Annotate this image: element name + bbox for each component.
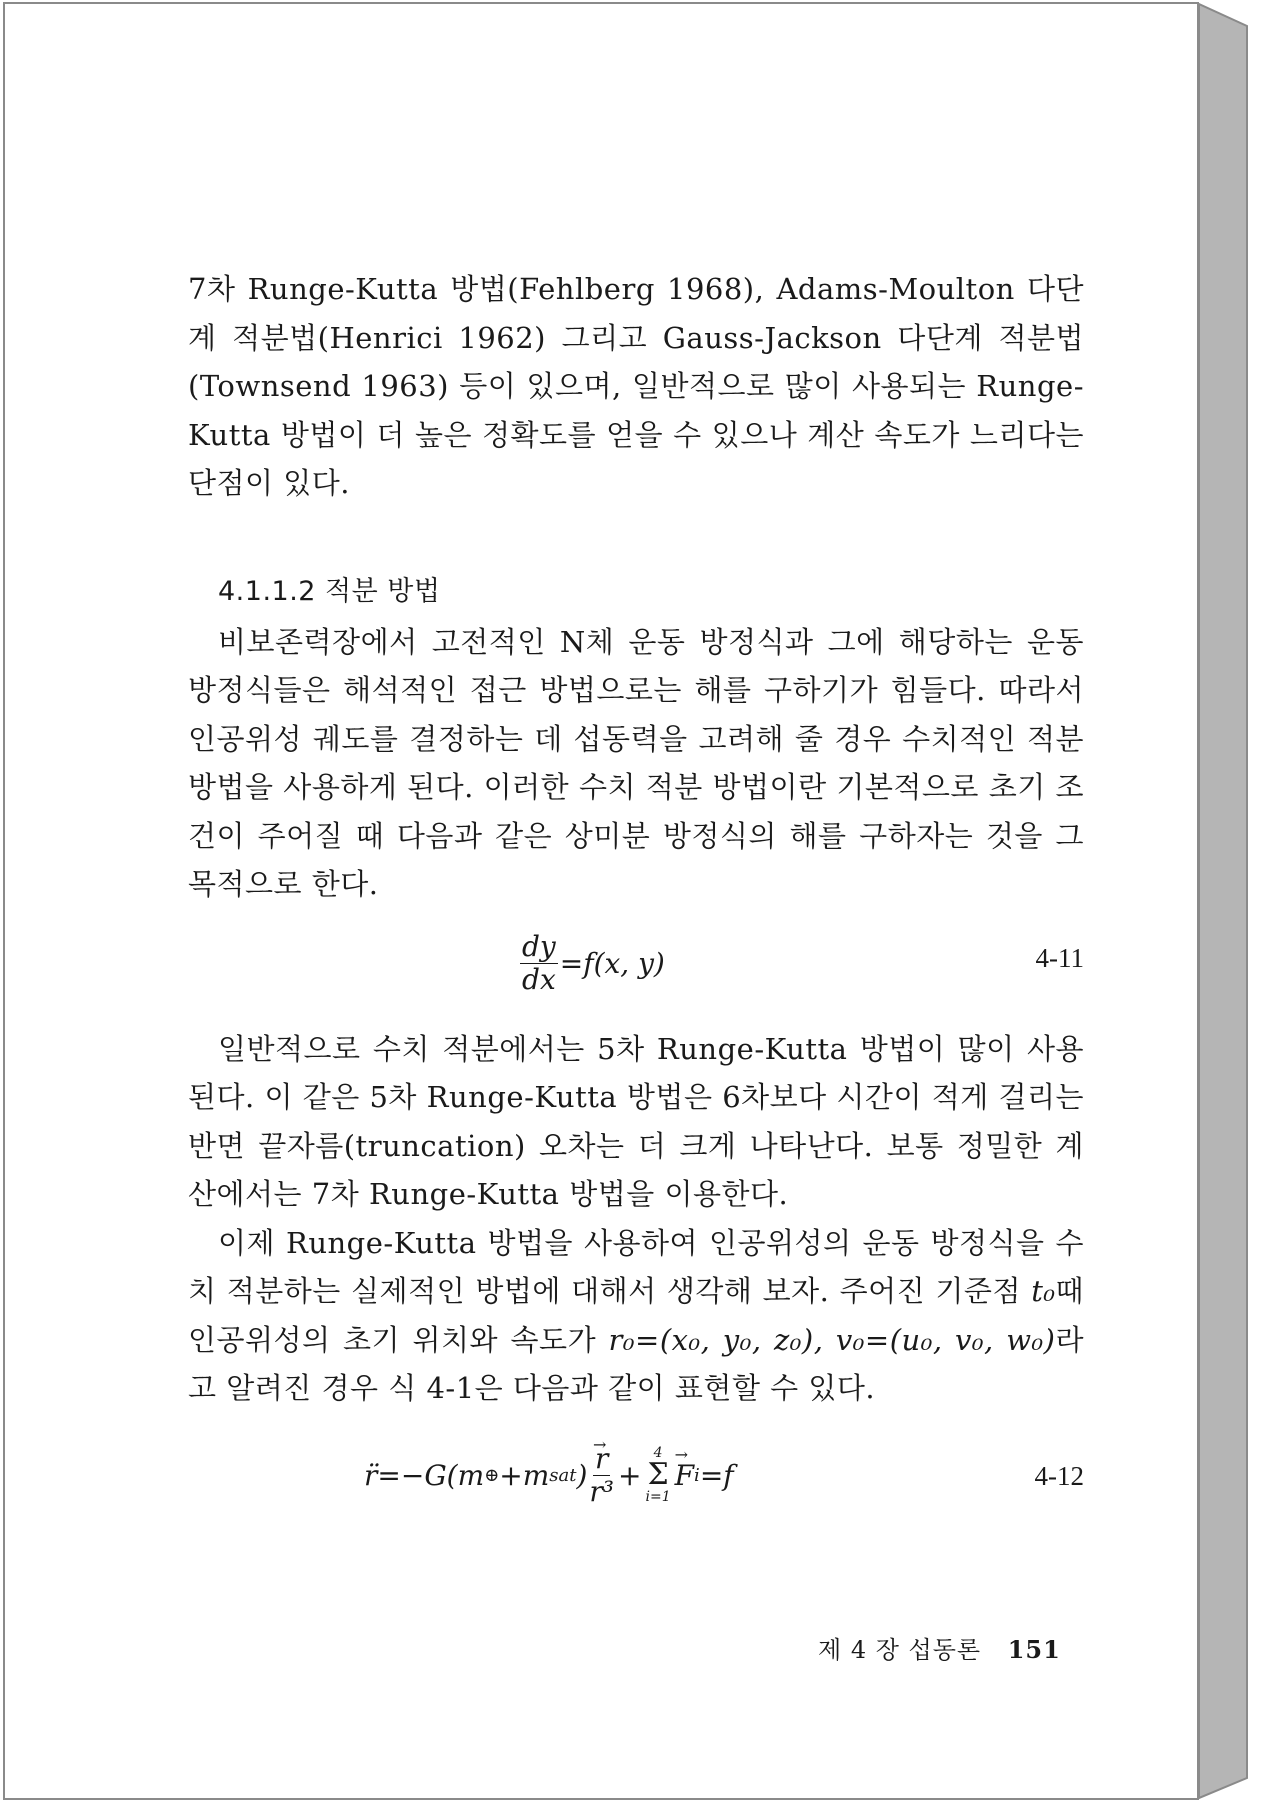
- fraction-r-numerator: → r: [593, 1443, 610, 1476]
- page-number: 151: [1007, 1635, 1061, 1664]
- equation-number-2: 4-12: [1034, 1460, 1084, 1491]
- page-footer: [818, 1630, 1061, 1665]
- eq-middle: =−G(m: [377, 1458, 485, 1492]
- eq-lhs: r̈: [364, 1458, 378, 1492]
- eq-sat-sub: sat: [549, 1464, 577, 1486]
- symbol-v0: v₀=(u₀, v₀, w₀): [835, 1322, 1056, 1357]
- eq-plus-sat: +m: [499, 1458, 550, 1492]
- equation-4-11-math: [520, 931, 665, 996]
- chapter-title: 제 4 장 섭동론: [818, 1636, 982, 1664]
- paragraph-last: [188, 1219, 1084, 1413]
- paragraph-top: 7차 Runge-Kutta 방법(Fehlberg 1968), Adams-Moulton 다단계 적분법(Henrici 1962) 그리고 Gauss-Jackson 다단계 적분법 (Townsend 1963) 등이 있으며, 일반적으로 많이 사용되는 Runge-Kutta 방법이 더 높은 정확도를 얻을 수 있으나 계산 속도가 느리다는 단점이 있다.: [188, 272, 1084, 500]
- equation-4-12-math: [364, 1443, 734, 1508]
- paragraph-mid: 일반적으로 수치 적분에서는 5차 Runge-Kutta 방법이 많이 사용된다. 이 같은 5차 Runge-Kutta 방법은 6차보다 시간이 적게 걸리는 반면 끝자름(truncation) 오차는 더 크게 나타난다. 보통 정밀한 계산에서는 7차 Runge-Kutta 방법을 이용한다.: [188, 1031, 1084, 1211]
- fraction-r-r3: [587, 1443, 616, 1508]
- equation-4-11: [188, 921, 1084, 1011]
- fraction-r-denominator: r³: [589, 1474, 615, 1508]
- eq-force-sub: i: [694, 1464, 700, 1486]
- summation-upper: 4: [653, 1445, 663, 1461]
- paragraph-last-text-c: 라고 알려진 경우 식 4-1은 다음과 같이 표현할 수 있다.: [188, 1322, 1084, 1405]
- symbol-t0: t₀: [1031, 1274, 1056, 1308]
- page-content: [188, 265, 1084, 1553]
- fraction-dy-dx: [520, 931, 558, 996]
- page-edge-shadow: [1199, 2, 1255, 1800]
- paragraph-last-text-b: 때 인공위성의 초기 위치와 속도가: [188, 1274, 1084, 1357]
- eq-end: =f: [699, 1458, 734, 1492]
- fraction-denominator: dx: [522, 962, 556, 996]
- summation: [645, 1446, 670, 1504]
- summation-symbol: Σ: [647, 1457, 669, 1492]
- equation-rhs: =f(x, y): [559, 946, 665, 980]
- eq-plus: +: [618, 1458, 642, 1492]
- eq-earth-sub: ⊕: [484, 1464, 500, 1486]
- equation-number: 4-11: [1035, 942, 1084, 973]
- eq-force: → F: [675, 1459, 694, 1492]
- paragraph-last-text-a: 이제 Runge-Kutta 방법을 사용하여 인공위성의 운동 방정식을 수치 적분하는 실제적인 방법에 대해서 생각해 보자. 주어진 기준점: [188, 1225, 1084, 1308]
- fraction-numerator: dy: [522, 929, 556, 963]
- summation-lower: i=1: [645, 1489, 671, 1505]
- paragraph-intro: 비보존력장에서 고전적인 N체 운동 방정식과 그에 해당하는 운동 방정식들은 해석적인 접근 방법으로는 해를 구하기가 힘들다. 따라서 인공위성 궤도를 결정하는 데 섭동력을 고려해 줄 경우 수치적인 적분 방법을 사용하게 된다. 이러한 수치 적분 방법이란 기본적으로 초기 조건이 주어질 때 다음과 같은 상미분 방정식의 해를 구하자는 것을 그 목적으로 한다.: [188, 624, 1084, 901]
- section-heading: 4.1.1.2 적분 방법: [218, 575, 441, 607]
- equation-4-12: [188, 1439, 1084, 1539]
- eq-close: ): [576, 1458, 588, 1492]
- symbol-r0: r₀=(x₀, y₀, z₀),: [608, 1322, 824, 1357]
